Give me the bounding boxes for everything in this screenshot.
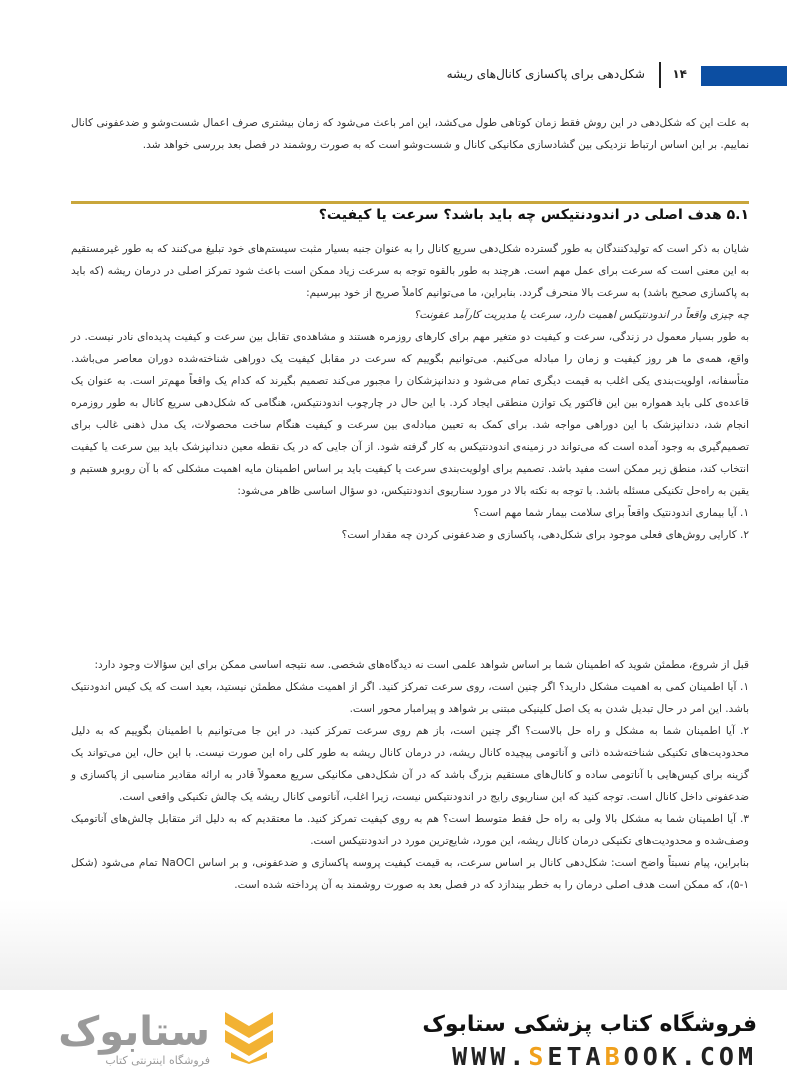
url-middle: ETA: [547, 1042, 605, 1071]
header-color-bar: [701, 66, 787, 86]
page-header: [40, 62, 787, 88]
list-item: ۲. آیا اطمینان شما به مشکل و راه حل بالاست؟ اگر چنین است، باز هم روی سرعت تمرکز کنید. در این جا می‌توانیم با اطمینان بگوییم که به دلیل محدودیت‌های تکنیکی شناخته‌شده ذاتی و آناتومی پیچیده کانال ریشه، در درمان کانال ریشه به طور کلی راه این صورت نیست. با این حال، این می‌تواند یک گزینه برای کیس‌هایی با آناتومی ساده و کانال‌های مستقیم بزرگ باشد که در آن شکل‌دهی مکانیکی سریع معمولاً قادر به ارائه مقادیر مناسبی از پاکسازی و ضدعفونی داخل کانال است. توجه کنید که این سناریوی رایج در اندودنتیکس نیست، زیرا اغلب، آناتومی کانال ریشه یک چالش تکنیکی واقعی است.: [71, 725, 749, 803]
intro-paragraph-block: [71, 112, 749, 156]
store-logo-tagline: فروشگاه اینترنتی کتاب: [105, 1054, 210, 1067]
section-title: ۵.۱ هدف اصلی در اندودنتیکس چه باید باشد؟ سرعت یا کیفیت؟: [318, 207, 749, 223]
page-fade: [0, 900, 787, 1000]
section-rule: [71, 201, 749, 204]
intro-paragraph: به علت این که شکل‌دهی در این روش فقط زمان کوتاهی طول می‌کشد، این امر باعث می‌شود که زمان بیشتری صرف اعمال شست‌وشو و ضدعفونی کانال نماییم. بر این اساس ارتباط نزدیکی بین گشادسازی مکانیکی کانال و شست‌وشو است که به صورت روشمند در فصل بعد بررسی خواهد شد.: [71, 117, 749, 151]
list-item: ۱. آیا بیماری اندودنتیک واقعاً برای سلامت بیمار شما مهم است؟: [473, 507, 749, 519]
url-prefix: WWW.: [452, 1042, 529, 1071]
url-highlight: B: [604, 1042, 624, 1071]
header-divider: [659, 62, 661, 88]
section-paragraph: به طور بسیار معمول در زندگی، سرعت و کیفیت دو متغیر مهم برای کارهای روزمره هستند و مشاهده‌ی تقابل بین سرعت و کیفیت پدیده‌ای نادر نیست. در واقع، همه‌ی ما هر روز کیفیت و زمان را مبادله می‌کنیم. می‌توانیم بگوییم که سرعت در مقابل کیفیت یک دوراهی شناخته‌شده دوران معاصر می‌باشد. متأسفانه، اولویت‌بندی یکی اغلب به قیمت دیگری تمام می‌شود و دندانپزشکان را مجبور می‌کند تصمیم بگیرند که کدام یک واقعاً مهم‌تر است. به عنوان یک قاعده‌ی کلی باید همواره بین این فاکتور یک توازن منطقی ایجاد کرد. با این حال در چارچوب اندودنتیکس، هنگامی که شکل‌دهی سریع کانال به طور روزمره انجام شد، دندانپزشک با این دوراهی مواجه شد. برای کمک به تعیین مبادله‌ی بین سرعت و کیفیت هنگام ساخت محصولات، یک مدل ذهنی غالب برای تصمیم‌گیری به وجود آمده است که می‌تواند در زمینه‌ی اندودنتیکس به کار گرفته شود. از آن جایی که در یک نقطه معین دندانپزشک باید بین سرعت یا کیفیت انتخاب کند، منطق زیر ممکن است مفید باشد. تصمیم برای اولویت‌بندی سرعت یا کیفیت باید بر اساس اطمینان مایه اهمیت مشکلی که با آن روبرو هستیم و یقین به راه‌حل تکنیکی مسئله باشد. با توجه به نکته بالا در مورد سناریوی اندودنتیکس، دو سؤال اساسی ظاهر می‌شود:: [71, 331, 749, 497]
store-footer: [0, 990, 787, 1079]
section-body: [71, 238, 749, 546]
discussion-body: [71, 654, 749, 896]
discussion-paragraph: بنابراین، پیام نسبتاً واضح است: شکل‌دهی کانال بر اساس سرعت، به قیمت کیفیت پروسه پاکسازی و ضدعفونی، و بر اساس NaOCl تمام می‌شود (شکل ۱-۵)، که ممکن است هدف اصلی درمان را به خطر بیندازد که در فصل بعد به صورت روشمند به آن پرداخته شده است.: [71, 857, 750, 891]
store-name: فروشگاه کتاب پزشکی ستابوک: [422, 1012, 757, 1037]
section-question: چه چیزی واقعاً در اندودنتیکس اهمیت دارد، سرعت یا مدیریت کارآمد عفونت؟: [413, 309, 749, 321]
discussion-paragraph: قبل از شروع، مطمئن شوید که اطمینان شما بر اساس شواهد علمی است نه دیدگاه‌های شخصی. سه نتیجه اساسی ممکن برای این سؤالات وجود دارد:: [94, 659, 749, 671]
page-number: ۱۴: [672, 67, 687, 81]
list-item: ۱. آیا اطمینان کمی به اهمیت مشکل دارید؟ اگر چنین است، روی سرعت تمرکز کنید. اگر از اهمیت مشکل مطمئن نیستید، بعید است که یک کیس اندودنتیک باشد. این امر در حال تبدیل شدن به یک اصل کلینیکی مبتنی بر شواهد و پیرامبار محور است.: [71, 681, 749, 715]
url-suffix: OOK.COM: [623, 1042, 757, 1071]
list-item: ۳. آیا اطمینان شما به مشکل بالا ولی به راه حل فقط متوسط است؟ هم به روی کیفیت تمرکز کنید. ما معتقدیم که به دلیل اثر متقابل چالش‌های آناتومیک وصف‌شده و محدودیت‌های تکنیکی درمان کانال ریشه، این مورد، شایع‌ترین مورد در اندودنتیکس است.: [71, 813, 749, 847]
chevron-logo-icon: [225, 1012, 273, 1064]
url-highlight: S: [528, 1042, 548, 1071]
store-logo-text: ستابوک: [58, 1009, 210, 1055]
running-head: شکل‌دهی برای پاکسازی کانال‌های ریشه: [446, 67, 645, 81]
store-url[interactable]: [452, 1042, 757, 1071]
list-item: ۲. کارایی روش‌های فعلی موجود برای شکل‌دهی، پاکسازی و ضدعفونی کردن چه مقدار است؟: [341, 529, 749, 541]
section-paragraph: شایان به ذکر است که تولیدکنندگان به طور گسترده شکل‌دهی سریع کانال را به عنوان جنبه بسیار مثبت سیستم‌های خود تبلیغ می‌کنند که به طور غیرمستقیم به این معنی است که سرعت برای عمل مهم است. هرچند به طور بالقوه توجه به سرعت زیاد ممکن است باعث شود تمرکز اصلی در درمان ریشه (که باید به پاکسازی صحیح باشد) به سرعت بالا منحرف گردد. بنابراین، ما می‌توانیم کاملاً صریح از خود بپرسیم:: [71, 243, 749, 299]
